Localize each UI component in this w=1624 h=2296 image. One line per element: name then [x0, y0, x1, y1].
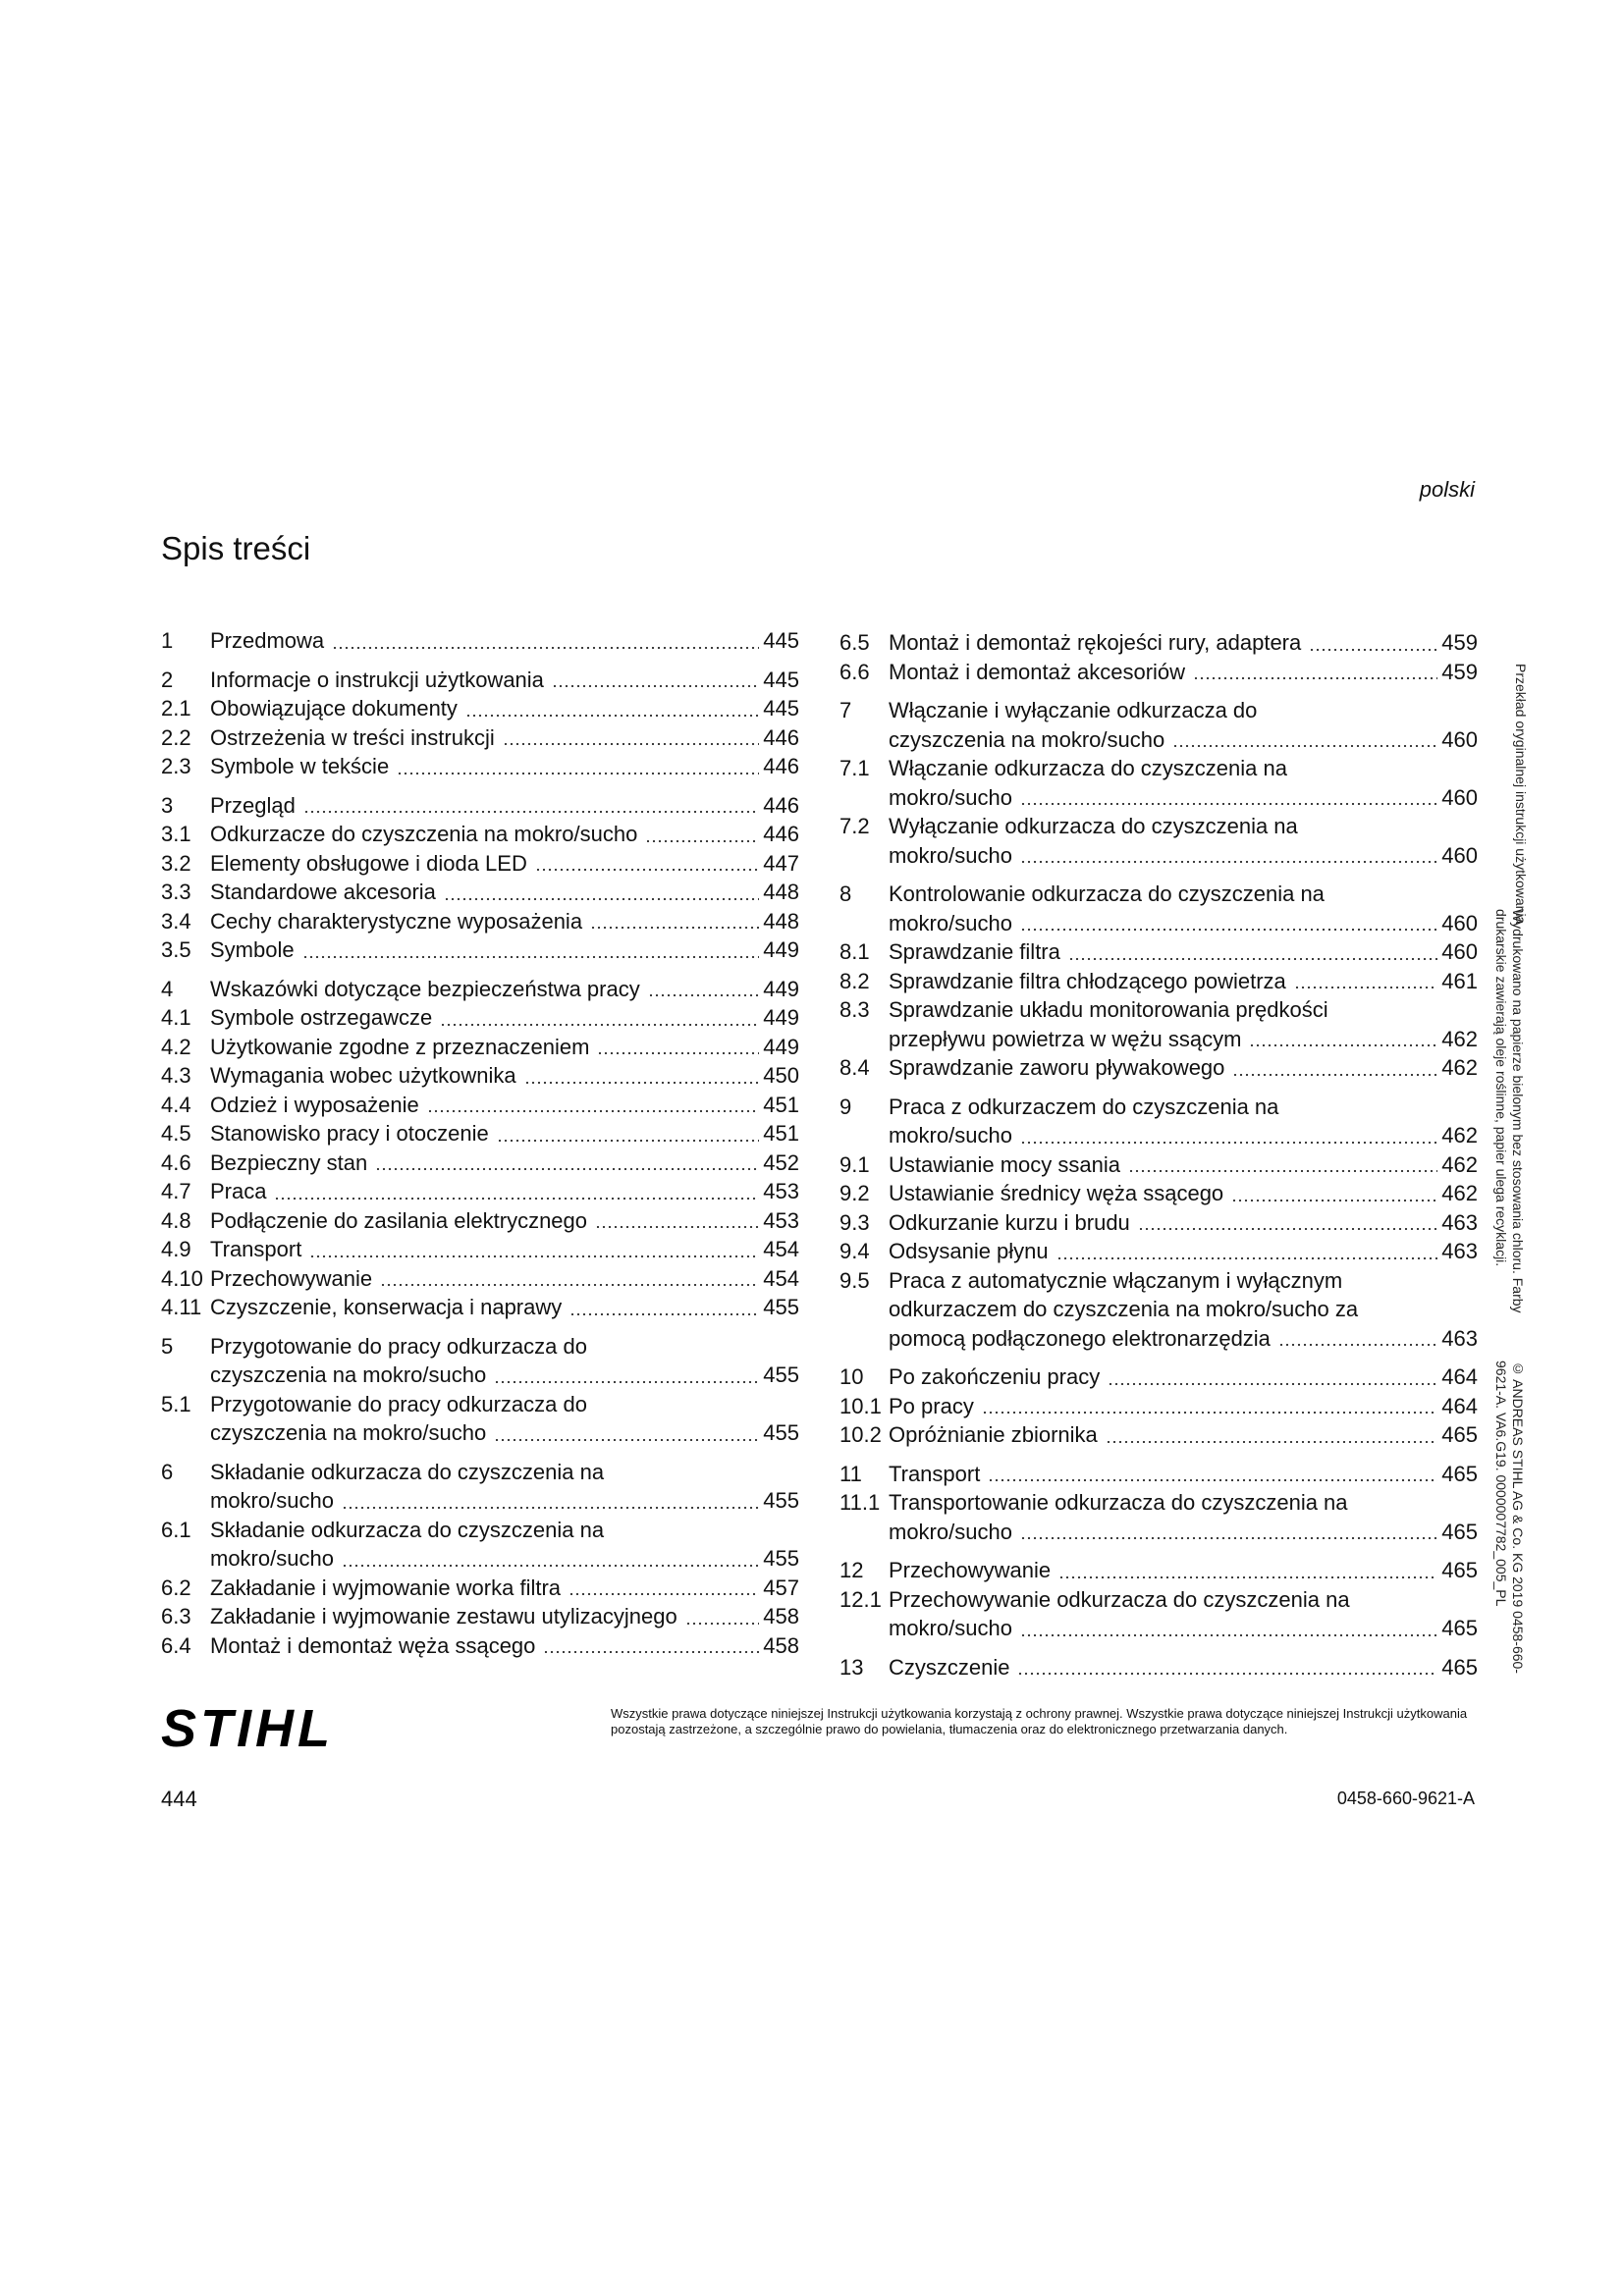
toc-entry-number: 9.2 [839, 1181, 870, 1205]
toc-entry[interactable] [161, 1332, 799, 1390]
toc-entry-page: 446 [763, 724, 799, 750]
leader-dots [1058, 1576, 1437, 1578]
toc-entry-number: 9 [839, 1094, 852, 1119]
leader-dots [597, 1052, 759, 1054]
toc-entry[interactable] [161, 820, 799, 849]
document-number: 0458-660-9621-A [1336, 1789, 1475, 1808]
toc-entry[interactable] [161, 694, 799, 723]
stihl-logo-text: STIHL [161, 1703, 334, 1752]
toc-entry-label: Wyłączanie odkurzacza do czyszczenia na [889, 814, 1298, 838]
toc-entry-number: 4.5 [161, 1121, 191, 1146]
toc-entry-label: Składanie odkurzacza do czyszczenia na [210, 1459, 605, 1484]
toc-entry[interactable] [161, 1293, 799, 1322]
toc-entry-label: Włączanie i wyłączanie odkurzacza do [889, 698, 1258, 722]
toc-entry-number: 7.2 [839, 814, 870, 838]
leader-dots [524, 1082, 760, 1084]
toc-entry[interactable] [839, 1420, 1478, 1450]
toc-entry-page: 465 [1441, 1461, 1478, 1486]
toc-entry-label: Odkurzacze do czyszczenia na mokro/sucho [210, 822, 638, 846]
toc-entry-number: 4.10 [161, 1265, 203, 1291]
toc-entry-number: 10 [839, 1364, 864, 1389]
toc-entry-number: 11.1 [839, 1490, 881, 1515]
leader-dots [645, 840, 759, 842]
toc-entry-page: 459 [1441, 659, 1478, 684]
toc-entry-page: 460 [1441, 939, 1478, 964]
toc-entry-label: Zakładanie i wyjmowanie worka filtra [210, 1575, 562, 1600]
toc-entry[interactable] [839, 1266, 1478, 1354]
leader-dots [595, 1226, 759, 1228]
toc-entry-page: 462 [1441, 1055, 1478, 1080]
toc-entry[interactable] [161, 791, 799, 821]
toc-entry-label: Cechy charakterystyczne wyposażenia [210, 908, 583, 934]
toc-entry[interactable] [161, 752, 799, 781]
leader-dots [1231, 1200, 1437, 1201]
toc-entry-label: Przechowywanie [210, 1265, 373, 1291]
toc-entry-number: 6.4 [161, 1632, 191, 1658]
toc-entry-label: Obowiązujące dokumenty [210, 696, 458, 721]
toc-entry-number: 6 [161, 1459, 174, 1484]
toc-entry-page: 460 [1441, 910, 1478, 935]
toc-entry-page: 450 [763, 1063, 799, 1088]
toc-entry-number: 4.4 [161, 1092, 191, 1117]
toc-entry-label: mokro/sucho [889, 842, 1012, 868]
leader-dots [982, 1412, 1437, 1414]
toc-entry-label: Po pracy [889, 1393, 974, 1418]
toc-entry-number: 10.1 [839, 1393, 882, 1418]
toc-entry-label: mokro/sucho [889, 1616, 1012, 1640]
leader-dots [1278, 1344, 1437, 1346]
toc-entry-label: Praca z automatycznie włączanym i wyłącznym [889, 1267, 1343, 1293]
toc-entry-number: 8.3 [839, 997, 870, 1022]
toc-entry-label: Przegląd [210, 792, 296, 818]
leader-dots [302, 956, 760, 958]
toc-entry-page: 460 [1441, 842, 1478, 868]
toc-entry-page: 458 [763, 1632, 799, 1658]
toc-entry[interactable] [839, 658, 1478, 687]
leader-dots [375, 1168, 759, 1170]
language-label: polski [1419, 477, 1475, 502]
toc-entry-number: 9.5 [839, 1267, 870, 1293]
toc-entry-label: Odsysanie płynu [889, 1239, 1049, 1263]
toc-entry[interactable] [161, 1631, 799, 1661]
toc-entry-number: 5.1 [161, 1391, 191, 1416]
leader-dots [1294, 987, 1438, 988]
toc-entry-label: Sprawdzanie filtra [889, 939, 1060, 964]
toc-entry[interactable] [161, 935, 799, 965]
toc-entry-label: Po zakończeniu pracy [889, 1364, 1101, 1389]
toc-entry-number: 12.1 [839, 1586, 882, 1612]
toc-entry-page: 446 [763, 822, 799, 846]
toc-entry[interactable] [161, 907, 799, 936]
toc-entry-page: 449 [763, 976, 799, 1001]
toc-entry-label: pomocą podłączonego elektronarzędzia [889, 1325, 1271, 1351]
toc-entry-label: przepływu powietrza w wężu ssącym [889, 1026, 1242, 1051]
toc-entry[interactable] [161, 666, 799, 695]
toc-entry[interactable] [839, 995, 1478, 1053]
toc-entry-page: 451 [763, 1121, 799, 1146]
leader-dots [1017, 1673, 1437, 1675]
toc-entry-page: 454 [763, 1265, 799, 1291]
toc-entry-number: 7.1 [839, 756, 870, 780]
toc-entry-page: 454 [763, 1237, 799, 1261]
toc-entry-page: 459 [1441, 630, 1478, 655]
toc-entry-label: Przechowywanie odkurzacza do czyszczenia na [889, 1586, 1350, 1612]
toc-entry-number: 9.1 [839, 1151, 870, 1177]
toc-entry-number: 3.3 [161, 880, 191, 904]
toc-entry-label: Stanowisko pracy i otoczenie [210, 1121, 489, 1146]
leader-dots [342, 1565, 759, 1567]
toc-entry-page: 464 [1441, 1393, 1478, 1418]
toc-entry-label: Transport [210, 1237, 302, 1261]
toc-entry-label: Bezpieczny stan [210, 1149, 368, 1175]
toc-entry[interactable] [161, 1390, 799, 1448]
toc-entry-number: 4.1 [161, 1005, 191, 1030]
toc-entry-label: Sprawdzanie układu monitorowania prędkości [889, 997, 1328, 1022]
toc-entry[interactable] [161, 1119, 799, 1148]
leader-dots [1108, 1383, 1437, 1385]
page-number: 444 [161, 1787, 197, 1811]
toc-entry[interactable] [161, 1602, 799, 1631]
leader-dots [590, 927, 759, 929]
toc-entry-label: Składanie odkurzacza do czyszczenia na [210, 1517, 605, 1542]
toc-entry[interactable] [839, 1585, 1478, 1643]
toc-entry-number: 6.3 [161, 1604, 191, 1629]
toc-entry[interactable] [161, 1264, 799, 1294]
toc-entry-number: 3 [161, 792, 174, 818]
leader-dots [569, 1313, 759, 1315]
toc-entry-page: 446 [763, 792, 799, 818]
toc-entry-number: 2.1 [161, 696, 191, 721]
toc-entry-number: 6.2 [161, 1575, 191, 1600]
leader-dots [1193, 677, 1437, 679]
toc-entry[interactable] [161, 1458, 799, 1516]
toc-entry-label: Praca [210, 1179, 267, 1203]
toc-entry-number: 6.5 [839, 630, 870, 655]
toc-entry-number: 9.3 [839, 1209, 870, 1235]
toc-entry-page: 449 [763, 1034, 799, 1059]
leader-dots [497, 1140, 760, 1142]
leader-dots [1068, 958, 1437, 960]
leader-dots [465, 715, 759, 717]
leader-dots [332, 647, 759, 649]
toc-entry-label: Przechowywanie [889, 1558, 1052, 1582]
leader-dots [494, 1381, 759, 1383]
toc-entry-number: 1 [161, 628, 174, 653]
leader-dots [303, 811, 759, 813]
leader-dots [535, 869, 759, 871]
toc-entry-number: 3.5 [161, 937, 191, 962]
toc-entry-label: Wymagania wobec użytkownika [210, 1063, 516, 1088]
toc-entry-page: 449 [763, 937, 799, 962]
toc-entry-page: 465 [1441, 1616, 1478, 1640]
leader-dots [1249, 1044, 1437, 1046]
toc-entry-page: 448 [763, 880, 799, 904]
toc-entry-page: 465 [1441, 1422, 1478, 1447]
toc-entry-number: 4.9 [161, 1237, 191, 1261]
toc-entry[interactable] [161, 849, 799, 879]
toc-entry-label: Montaż i demontaż akcesoriów [889, 659, 1186, 684]
toc-entry-label: Sprawdzanie filtra chłodzącego powietrza [889, 968, 1286, 993]
toc-entry-number: 9.4 [839, 1239, 870, 1263]
toc-entry[interactable] [161, 1061, 799, 1091]
toc-entry-label: Kontrolowanie odkurzacza do czyszczenia na [889, 881, 1325, 906]
toc-entry-number: 2.2 [161, 724, 191, 750]
toc-entry-number: 8.1 [839, 939, 870, 964]
toc-entry-number: 3.1 [161, 822, 191, 846]
toc-entry[interactable] [161, 626, 799, 656]
toc-entry-label: Czyszczenie [889, 1654, 1010, 1680]
toc-entry-label: czyszczenia na mokro/sucho [889, 726, 1165, 752]
toc-entry-number: 3.2 [161, 850, 191, 876]
toc-entry-page: 455 [763, 1488, 799, 1513]
leader-dots [503, 743, 760, 745]
toc-entry-number: 4.2 [161, 1034, 191, 1059]
toc-entry-label: Wskazówki dotyczące bezpieczeństwa pracy [210, 976, 640, 1001]
toc-entry-page: 462 [1441, 1151, 1478, 1177]
toc-entry-label: mokro/sucho [210, 1546, 334, 1571]
toc-entry-number: 5 [161, 1333, 174, 1359]
toc-entry-label: Podłączenie do zasilania elektrycznego [210, 1207, 588, 1233]
toc-entry-page: 445 [763, 696, 799, 721]
toc-entry-label: Sprawdzanie zaworu pływakowego [889, 1055, 1225, 1080]
leader-dots [568, 1593, 759, 1595]
toc-entry-page: 461 [1441, 968, 1478, 993]
toc-entry[interactable] [839, 967, 1478, 996]
leader-dots [380, 1284, 759, 1286]
toc-entry-label: odkurzaczem do czyszczenia na mokro/sucho za [889, 1297, 1359, 1321]
toc-entry-page: 453 [763, 1207, 799, 1233]
leader-dots [1020, 803, 1437, 805]
toc-entry[interactable] [839, 1208, 1478, 1238]
printing-note: Wydrukowano na papierze bielonym bez stosowania chloru. Farby drukarskie zawierają oleje roślinne, papier ulega recyklacji. [1493, 909, 1526, 1313]
toc-entry-label: Opróżnianie zbiornika [889, 1422, 1098, 1447]
toc-entry-page: 455 [763, 1420, 799, 1445]
leader-dots [1020, 1634, 1437, 1636]
leader-dots [309, 1255, 759, 1257]
toc-entry[interactable] [839, 1488, 1478, 1546]
copyright-text: Wszystkie prawa dotyczące niniejszej Instrukcji użytkowania korzystają z ochrony prawnej. Wszystkie prawa dotyczące niniejszej Instrukcji użytkowania pozostają zastrzeżone, a szczególnie prawo do powielania, tłumaczenia oraz do elektronicznego przetwarzania danych. [611, 1706, 1468, 1736]
toc-entry-number: 4.11 [161, 1295, 202, 1319]
toc-entry-number: 4.8 [161, 1207, 191, 1233]
toc-entry-label: Przedmowa [210, 628, 325, 653]
toc-entry-number: 4.7 [161, 1179, 191, 1203]
toc-entry-label: Standardowe akcesoria [210, 880, 436, 904]
toc-entry[interactable] [161, 1574, 799, 1603]
toc-entry-label: mokro/sucho [889, 1519, 1012, 1544]
toc-entry-page: 451 [763, 1092, 799, 1117]
toc-entry-page: 447 [763, 850, 799, 876]
toc-entry-label: Montaż i demontaż węża ssącego [210, 1632, 536, 1658]
toc-entry-page: 455 [763, 1546, 799, 1571]
toc-entry-page: 455 [763, 1295, 799, 1319]
toc-entry-number: 13 [839, 1654, 864, 1680]
toc-entry-page: 462 [1441, 1181, 1478, 1205]
page-title: Spis treści [161, 530, 311, 566]
toc-entry-label: Transport [889, 1461, 981, 1486]
leader-dots [552, 685, 759, 687]
toc-entry-label: czyszczenia na mokro/sucho [210, 1362, 487, 1387]
toc-entry-label: Ustawianie mocy ssania [889, 1151, 1120, 1177]
leader-dots [648, 994, 760, 996]
toc-entry-number: 8 [839, 881, 852, 906]
toc-entry[interactable] [839, 1179, 1478, 1208]
toc-entry-label: Włączanie odkurzacza do czyszczenia na [889, 756, 1287, 780]
toc-entry-label: Ustawianie średnicy węża ssącego [889, 1181, 1224, 1205]
toc-entry-label: Montaż i demontaż rękojeści rury, adaptera [889, 630, 1302, 655]
leader-dots [440, 1024, 759, 1026]
leader-dots [1056, 1257, 1438, 1259]
toc-entry[interactable] [161, 1235, 799, 1264]
toc-entry-page: 463 [1441, 1209, 1478, 1235]
leader-dots [1020, 1537, 1437, 1539]
leader-dots [1232, 1074, 1437, 1076]
toc-entry-number: 8.4 [839, 1055, 870, 1080]
toc-entry-label: Zakładanie i wyjmowanie zestawu utylizacyjnego [210, 1604, 677, 1629]
toc-entry-label: mokro/sucho [210, 1488, 334, 1513]
toc-entry[interactable] [839, 1556, 1478, 1585]
toc-entry-label: Przygotowanie do pracy odkurzacza do [210, 1333, 587, 1359]
leader-dots [274, 1198, 759, 1200]
toc-entry-label: Przygotowanie do pracy odkurzacza do [210, 1391, 587, 1416]
toc-entry[interactable] [839, 754, 1478, 812]
toc-entry-page: 460 [1441, 726, 1478, 752]
toc-entry-label: czyszczenia na mokro/sucho [210, 1420, 487, 1445]
toc-entry-label: Praca z odkurzaczem do czyszczenia na [889, 1094, 1279, 1119]
toc-entry-page: 463 [1441, 1325, 1478, 1351]
toc-entry[interactable] [839, 1053, 1478, 1083]
toc-entry[interactable] [161, 1177, 799, 1206]
toc-entry-page: 445 [763, 667, 799, 692]
leader-dots [427, 1110, 760, 1112]
toc-entry-page: 449 [763, 1005, 799, 1030]
toc-entry[interactable] [839, 1237, 1478, 1266]
toc-entry-label: Symbole w tekście [210, 754, 390, 778]
toc-entry[interactable] [839, 812, 1478, 870]
toc-entry-page: 453 [763, 1179, 799, 1203]
toc-entry[interactable] [839, 1362, 1478, 1392]
toc-entry-label: Odkurzanie kurzu i brudu [889, 1209, 1130, 1235]
leader-dots [1128, 1170, 1437, 1172]
leader-dots [543, 1651, 759, 1653]
toc-entry-page: 463 [1441, 1239, 1478, 1263]
toc-entry-number: 6.1 [161, 1517, 191, 1542]
toc-entry-number: 3.4 [161, 908, 191, 934]
leader-dots [1020, 1142, 1437, 1144]
leader-dots [685, 1623, 760, 1625]
leader-dots [1309, 649, 1437, 651]
toc-entry-number: 11 [839, 1461, 862, 1486]
toc-entry-label: Elementy obsługowe i dioda LED [210, 850, 527, 876]
toc-entry-page: 462 [1441, 1026, 1478, 1051]
toc-entry-number: 8.2 [839, 968, 870, 993]
toc-entry-number: 2.3 [161, 754, 191, 778]
toc-entry-page: 452 [763, 1149, 799, 1175]
toc-entry-label: Użytkowanie zgodne z przeznaczeniem [210, 1034, 590, 1059]
toc-entry-number: 2 [161, 667, 174, 692]
toc-left-column [161, 626, 799, 1660]
toc-entry-label: Symbole [210, 937, 295, 962]
leader-dots [397, 773, 759, 774]
toc-entry[interactable] [839, 1653, 1478, 1682]
toc-entry-page: 464 [1441, 1364, 1478, 1389]
toc-entry-page: 455 [763, 1362, 799, 1387]
toc-entry-page: 458 [763, 1604, 799, 1629]
toc-entry-page: 465 [1441, 1558, 1478, 1582]
toc-entry[interactable] [161, 1003, 799, 1033]
toc-entry-label: mokro/sucho [889, 784, 1012, 810]
toc-entry-label: mokro/sucho [889, 1123, 1012, 1148]
toc-entry[interactable] [839, 1093, 1478, 1150]
toc-entry-label: Symbole ostrzegawcze [210, 1005, 433, 1030]
toc-entry-number: 4.6 [161, 1149, 191, 1175]
toc-entry-label: Odzież i wyposażenie [210, 1092, 419, 1117]
toc-entry-page: 462 [1441, 1123, 1478, 1148]
toc-entry-number: 4 [161, 976, 174, 1001]
toc-entry-number: 6.6 [839, 659, 870, 684]
toc-entry-label: mokro/sucho [889, 910, 1012, 935]
toc-entry[interactable] [839, 880, 1478, 937]
toc-entry[interactable] [839, 628, 1478, 658]
toc-entry-page: 445 [763, 628, 799, 653]
copyright-note: © ANDREAS STIHL AG & Co. KG 2019 0458-660-9621-A. VA6.G19. 0000007782_005_PL [1493, 1361, 1526, 1674]
toc-entry[interactable] [161, 723, 799, 753]
leader-dots [1020, 861, 1437, 863]
toc-entry[interactable] [839, 696, 1478, 754]
translation-note: Przekład oryginalnej instrukcji użytkowania [1513, 664, 1529, 925]
toc-entry-page: 465 [1441, 1519, 1478, 1544]
toc-entry[interactable] [161, 1091, 799, 1120]
toc-entry-label: Czyszczenie, konserwacja i naprawy [210, 1295, 563, 1319]
leader-dots [444, 898, 759, 900]
toc-entry-number: 12 [839, 1558, 864, 1582]
leader-dots [988, 1479, 1437, 1481]
toc-right-column [839, 628, 1478, 1682]
toc-entry-page: 446 [763, 754, 799, 778]
leader-dots [1020, 929, 1437, 931]
toc-entry[interactable] [839, 1150, 1478, 1180]
toc-entry-page: 457 [763, 1575, 799, 1600]
toc-entry[interactable] [161, 1148, 799, 1178]
toc-entry-number: 10.2 [839, 1422, 882, 1447]
toc-entry[interactable] [839, 1460, 1478, 1489]
toc-entry-label: Ostrzeżenia w treści instrukcji [210, 724, 495, 750]
toc-entry[interactable] [161, 1206, 799, 1236]
leader-dots [1138, 1228, 1437, 1230]
toc-entry-page: 448 [763, 908, 799, 934]
toc-entry[interactable] [161, 975, 799, 1004]
leader-dots [342, 1507, 759, 1509]
leader-dots [1172, 745, 1437, 747]
leader-dots [1106, 1441, 1438, 1443]
leader-dots [494, 1439, 759, 1441]
toc-entry-page: 460 [1441, 784, 1478, 810]
toc-entry[interactable] [839, 1392, 1478, 1421]
toc-entry[interactable] [839, 937, 1478, 967]
toc-entry-number: 4.3 [161, 1063, 191, 1088]
toc-entry[interactable] [161, 878, 799, 907]
toc-entry-label: Informacje o instrukcji użytkowania [210, 667, 544, 692]
stihl-logo [161, 1703, 387, 1757]
toc-entry[interactable] [161, 1033, 799, 1062]
toc-entry-label: Transportowanie odkurzacza do czyszczenia na [889, 1490, 1348, 1515]
toc-entry[interactable] [161, 1516, 799, 1574]
toc-entry-number: 7 [839, 698, 852, 722]
toc-entry-page: 465 [1441, 1654, 1478, 1680]
